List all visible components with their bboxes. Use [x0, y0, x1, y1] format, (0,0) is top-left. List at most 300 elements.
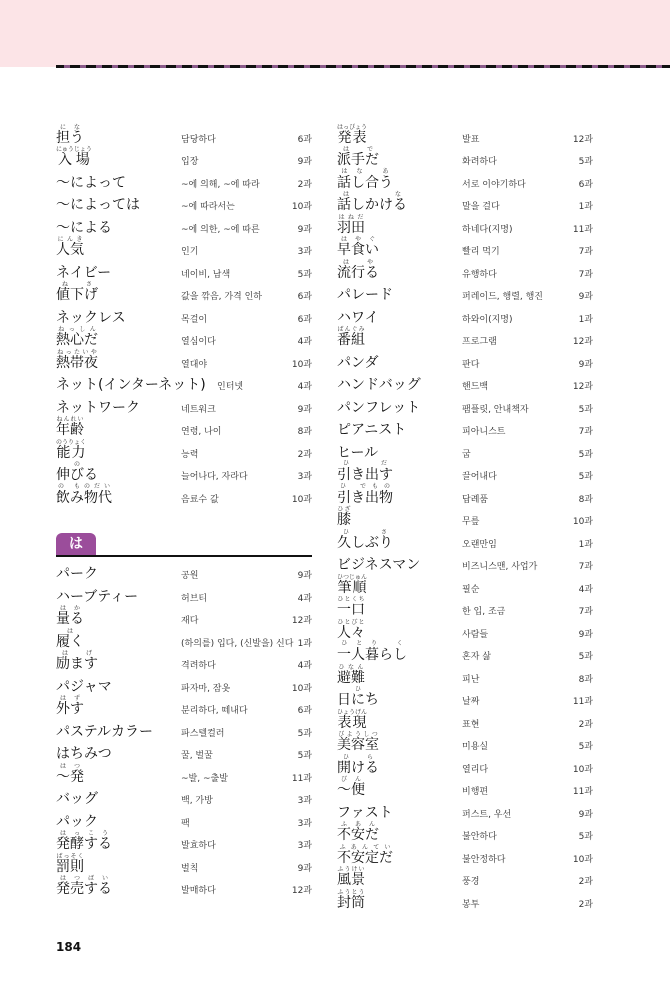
furigana: びん — [337, 776, 365, 783]
korean-meaning: 유행하다 — [462, 269, 497, 280]
vocab-list-ha — [56, 563, 312, 901]
japanese-word: ピアニスト — [337, 422, 407, 438]
japanese-word: パレード — [337, 287, 393, 303]
lesson-number: 5과 — [578, 832, 593, 842]
japanese-word: 引き出物ひ でもの — [337, 482, 393, 506]
lesson-number: 5과 — [578, 472, 593, 482]
lesson-number: 1과 — [578, 314, 593, 325]
japanese-word: 人気にんき — [56, 236, 84, 258]
furigana: ねっしん — [56, 326, 98, 333]
vocab-entry — [337, 258, 593, 284]
korean-meaning: 풍경 — [462, 877, 480, 887]
japanese-word: ネイビー — [56, 264, 112, 281]
lesson-number: 10과 — [291, 359, 312, 370]
lesson-number: 5과 — [297, 751, 312, 761]
japanese-word: 派手だはで — [337, 146, 379, 168]
lesson-number: 11과 — [572, 224, 593, 235]
lesson-number: 4과 — [578, 584, 593, 595]
lesson-number: 11과 — [291, 773, 312, 784]
furigana: はやぐ — [337, 236, 379, 243]
lesson-number: 8과 — [297, 427, 312, 437]
japanese-word: 熱心だねっしん — [56, 326, 98, 348]
lesson-number: 9과 — [297, 157, 312, 167]
furigana: の ものだい — [56, 482, 112, 490]
vocab-entry — [56, 720, 312, 743]
furigana: ひら — [337, 753, 379, 761]
korean-meaning: 피아니스트 — [462, 427, 506, 437]
korean-meaning: 파스텔컬러 — [181, 728, 225, 739]
lesson-number: 9과 — [297, 224, 312, 235]
furigana: びようしつ — [337, 731, 379, 738]
korean-meaning: 하네다(지명) — [462, 224, 513, 235]
korean-meaning: 인터넷 — [217, 382, 244, 392]
japanese-word: ビジネスマン — [337, 557, 421, 573]
japanese-word: 避難ひなん — [337, 663, 365, 686]
furigana: ひつじゅん — [337, 573, 368, 581]
vocab-entry — [56, 695, 312, 721]
lesson-number: 12과 — [572, 134, 593, 145]
lesson-number: 10과 — [291, 494, 312, 505]
korean-meaning: 값을 깎음, 가격 인하 — [181, 292, 262, 302]
korean-meaning: 프로그램 — [462, 337, 497, 347]
vocab-entry — [337, 776, 593, 802]
vocab-entry — [56, 236, 312, 262]
korean-meaning: ~발, ~출발 — [181, 773, 228, 784]
japanese-word: はちみつ — [56, 746, 112, 762]
vocab-entry — [56, 171, 312, 194]
japanese-word: 値下げねさ — [56, 281, 98, 303]
lesson-number: 2과 — [578, 899, 593, 910]
lesson-number: 9과 — [578, 359, 593, 370]
vocab-entry — [337, 482, 593, 509]
lesson-number: 5과 — [297, 728, 312, 739]
lesson-number: 12과 — [572, 337, 593, 347]
lesson-number: 8과 — [578, 494, 593, 505]
lesson-number: 3과 — [297, 796, 312, 806]
vocab-entry — [56, 482, 312, 509]
korean-meaning: 늘어나다, 자라다 — [181, 472, 248, 482]
lesson-number: 9과 — [578, 809, 593, 820]
lesson-number: 10과 — [572, 764, 593, 775]
right-column — [337, 123, 593, 914]
furigana: ひ — [337, 686, 379, 693]
lesson-number: 10과 — [291, 683, 312, 694]
japanese-word: 開けるひら — [337, 753, 379, 776]
furigana: ひざ — [337, 506, 351, 513]
lesson-number: 6과 — [297, 314, 312, 325]
lesson-number: 6과 — [297, 706, 312, 716]
korean-meaning: 인기 — [181, 247, 199, 257]
japanese-word: 担うにな — [56, 123, 84, 146]
vocab-entry — [337, 753, 593, 779]
lesson-number: 5과 — [578, 404, 593, 415]
lesson-number: 6과 — [578, 179, 593, 190]
japanese-word: 久しぶりひさ — [337, 528, 393, 551]
vocab-entry — [56, 743, 312, 766]
vocab-entry — [56, 216, 312, 239]
japanese-word: 励ますはげ — [56, 650, 98, 672]
japanese-word: 発酵するはっこう — [56, 830, 112, 852]
lesson-number: 2과 — [578, 877, 593, 887]
japanese-word: ～による — [56, 219, 112, 236]
korean-meaning: 음료수 값 — [181, 494, 219, 505]
japanese-word: 罰則ばっそく — [56, 852, 84, 875]
japanese-word: ハンドバッグ — [337, 377, 421, 393]
vocab-entry — [56, 605, 312, 631]
korean-meaning: 발효하다 — [181, 841, 216, 851]
header-band — [0, 0, 670, 67]
korean-meaning: 판다 — [462, 359, 480, 370]
furigana: ひとびと — [337, 618, 365, 626]
japanese-word: 膝ひざ — [337, 506, 351, 528]
furigana: ねんれい — [56, 416, 84, 423]
vocab-entry — [337, 374, 593, 397]
korean-meaning: 답례품 — [462, 494, 489, 505]
japanese-word: 発売するはつばい — [56, 875, 112, 897]
korean-meaning: 오랜만임 — [462, 539, 497, 550]
japanese-word: ～によって — [56, 174, 126, 191]
japanese-word: ネットワーク — [56, 399, 140, 416]
section-header-ha — [56, 523, 312, 557]
vocab-entry — [337, 306, 593, 329]
korean-meaning: 필순 — [462, 584, 480, 595]
japanese-word: 引き出すひ だ — [337, 460, 393, 483]
japanese-word: 人々ひとびと — [337, 618, 365, 641]
furigana: はげ — [56, 650, 98, 657]
korean-meaning: 네트워크 — [181, 404, 216, 415]
furigana: ひょうげん — [337, 708, 368, 716]
korean-meaning: 허브티 — [181, 593, 208, 604]
vocab-entry — [56, 123, 312, 149]
furigana: ひとくち — [337, 596, 365, 603]
lesson-number: 11과 — [572, 697, 593, 707]
furigana: ねったいや — [56, 348, 98, 356]
furigana: はや — [337, 258, 379, 266]
japanese-word: パンダ — [337, 354, 379, 371]
korean-meaning: 핸드백 — [462, 382, 489, 392]
vocab-entry — [337, 419, 593, 442]
lesson-number: 1과 — [297, 638, 312, 649]
lesson-number: 3과 — [297, 841, 312, 851]
vocab-entry — [56, 348, 312, 374]
vocab-entry — [337, 686, 593, 712]
korean-meaning: 봉투 — [462, 899, 480, 910]
japanese-word: パンフレット — [337, 399, 421, 416]
japanese-word: 能力のうりょく — [56, 438, 87, 461]
korean-meaning: 목걸이 — [181, 314, 208, 325]
korean-meaning: 담당하다 — [181, 134, 216, 145]
korean-meaning: 한 입, 조금 — [462, 607, 506, 617]
korean-meaning: 네이비, 남색 — [181, 269, 231, 280]
vocab-entry — [337, 573, 593, 599]
lesson-number: 5과 — [578, 742, 593, 752]
vocab-entry — [56, 416, 312, 442]
furigana: はか — [56, 605, 84, 612]
furigana: ふあんてい — [337, 843, 393, 851]
vocab-entry — [337, 351, 593, 374]
lesson-number: 7과 — [578, 562, 593, 572]
korean-meaning: 빨리 먹기 — [462, 247, 500, 257]
page-number: 184 — [56, 940, 82, 954]
korean-meaning: 끌어내다 — [462, 472, 497, 482]
lesson-number: 2과 — [297, 179, 312, 190]
korean-meaning: ~에 의한, ~에 따른 — [181, 224, 260, 235]
vocab-list-right — [337, 123, 593, 914]
furigana: はず — [56, 695, 84, 702]
lesson-number: 3과 — [297, 247, 312, 257]
section-tab: は — [56, 533, 96, 555]
japanese-word: 履くは — [56, 627, 84, 650]
korean-meaning: 열리다 — [462, 764, 489, 775]
vocab-entry — [56, 875, 312, 901]
furigana: ひなん — [337, 663, 365, 671]
lesson-number: 1과 — [578, 202, 593, 212]
korean-meaning: 표현 — [462, 719, 480, 730]
furigana: にんき — [56, 236, 84, 243]
lesson-number: 9과 — [297, 404, 312, 415]
japanese-word: ファスト — [337, 804, 393, 821]
japanese-word: 封筒ふうとう — [337, 888, 365, 911]
japanese-word: 量るはか — [56, 605, 84, 627]
lesson-number: 8과 — [578, 674, 593, 685]
vocab-entry — [337, 843, 593, 869]
vocab-entry — [337, 326, 593, 352]
lesson-number: 4과 — [297, 661, 312, 671]
korean-meaning: 비즈니스맨, 사업가 — [462, 562, 538, 572]
korean-meaning: ~에 의해, ~에 따라 — [181, 179, 260, 190]
lesson-number: 5과 — [578, 652, 593, 662]
lesson-number: 5과 — [578, 449, 593, 460]
japanese-word: 一人暮らしひとり く — [337, 640, 407, 663]
lesson-number: 3과 — [297, 472, 312, 482]
vocab-entry — [56, 146, 312, 172]
korean-meaning: ~에 따라서는 — [181, 202, 235, 212]
lesson-number: 2과 — [578, 719, 593, 730]
japanese-word: 風景ふうけい — [337, 866, 365, 888]
korean-meaning: 분리하다, 떼내다 — [181, 706, 248, 716]
lesson-number: 10과 — [572, 517, 593, 527]
lesson-number: 4과 — [297, 337, 312, 347]
lesson-number: 9과 — [578, 292, 593, 302]
lesson-number: 12과 — [291, 886, 312, 896]
japanese-word: 番組ばんぐみ — [337, 326, 365, 348]
korean-meaning: 무릎 — [462, 517, 480, 527]
japanese-word: バッグ — [56, 791, 98, 807]
lesson-number: 2과 — [297, 449, 312, 460]
furigana: のうりょく — [56, 438, 87, 446]
lesson-number: 5과 — [578, 157, 593, 167]
japanese-word: ～発はつ — [56, 762, 84, 785]
korean-meaning: 팸플릿, 안내책자 — [462, 404, 529, 415]
lesson-number: 9과 — [578, 629, 593, 640]
japanese-word: 年齢ねんれい — [56, 416, 84, 438]
korean-meaning: 공원 — [181, 571, 199, 581]
japanese-word: 日にちひ — [337, 686, 379, 708]
vocab-entry — [56, 194, 312, 217]
japanese-word: 伸びるの — [56, 461, 98, 483]
vocab-entry — [337, 866, 593, 892]
lesson-number: 7과 — [578, 607, 593, 617]
furigana: ひとり く — [337, 640, 407, 647]
japanese-word: 話しかけるはな — [337, 191, 407, 213]
korean-meaning: 열대야 — [181, 359, 208, 370]
korean-meaning: 비행편 — [462, 787, 489, 797]
lesson-number: 7과 — [578, 247, 593, 257]
japanese-word: ～によっては — [56, 197, 140, 213]
furigana: ねさ — [56, 281, 98, 288]
korean-meaning: 피난 — [462, 674, 480, 685]
japanese-word: 話し合うはな あ — [337, 167, 393, 191]
korean-meaning: 팩 — [181, 818, 190, 829]
japanese-word: 早食いはやぐ — [337, 236, 379, 258]
vocab-entry — [56, 585, 312, 608]
vocab-entry — [337, 596, 593, 622]
lesson-number: 5과 — [297, 269, 312, 280]
japanese-word: 流行るはや — [337, 258, 379, 281]
korean-meaning: 연령, 나이 — [181, 427, 222, 437]
furigana: ふうけい — [337, 866, 365, 873]
japanese-word: パジャマ — [56, 678, 112, 695]
korean-meaning: 퍼스트, 우선 — [462, 809, 512, 820]
korean-meaning: 파자마, 잠옷 — [181, 683, 231, 694]
furigana: ひ でもの — [337, 482, 393, 490]
japanese-word: ヒール — [337, 444, 379, 461]
furigana: はっこう — [56, 830, 112, 837]
lesson-number: 10과 — [572, 854, 593, 865]
furigana: ひさ — [337, 528, 393, 536]
korean-meaning: 하와이(지명) — [462, 314, 513, 325]
japanese-word: パステルカラー — [56, 723, 154, 740]
furigana: はつ — [56, 762, 84, 770]
furigana: ふうとう — [337, 888, 365, 896]
korean-meaning: 말을 걸다 — [462, 202, 500, 212]
vocab-list-top — [56, 123, 312, 509]
lesson-number: 6과 — [297, 134, 312, 145]
vocab-entry — [56, 788, 312, 811]
furigana: はつばい — [56, 875, 112, 882]
korean-meaning: 꿀, 벌꿀 — [181, 751, 213, 761]
vocab-entry — [56, 563, 312, 586]
korean-meaning: 격려하다 — [181, 661, 216, 671]
lesson-number: 10과 — [291, 202, 312, 212]
lesson-number: 3과 — [297, 818, 312, 829]
lesson-number: 7과 — [578, 269, 593, 280]
header-dashed-divider — [56, 65, 670, 68]
japanese-word: ネット(インターネット) — [56, 377, 206, 393]
furigana: ふあん — [337, 821, 379, 828]
japanese-word: 入場にゅうじょう — [56, 146, 92, 168]
korean-meaning: 열심이다 — [181, 337, 216, 347]
japanese-word: 筆順ひつじゅん — [337, 573, 368, 596]
japanese-word: ハワイ — [337, 309, 379, 326]
korean-meaning: 발매하다 — [181, 886, 216, 896]
furigana: はっぴょう — [337, 123, 368, 131]
section-underline — [56, 555, 312, 557]
korean-meaning: 퍼레이드, 행렬, 행진 — [462, 292, 543, 302]
furigana: ばっそく — [56, 852, 84, 860]
vocab-entry — [56, 650, 312, 676]
japanese-word: 一口ひとくち — [337, 596, 365, 618]
furigana: は — [56, 627, 84, 635]
vocab-entry — [337, 640, 593, 667]
furigana: はねだ — [337, 213, 365, 221]
korean-meaning: 혼자 삶 — [462, 652, 491, 662]
korean-meaning: 재다 — [181, 616, 199, 626]
vocab-entry — [56, 675, 312, 698]
korean-meaning: 미용실 — [462, 742, 489, 752]
vocab-entry — [56, 762, 312, 788]
japanese-word: 羽田はねだ — [337, 213, 365, 236]
furigana: にゅうじょう — [56, 146, 92, 153]
furigana: はで — [337, 146, 379, 153]
japanese-word: 飲み物代の ものだい — [56, 482, 112, 506]
japanese-word: ハーブティー — [56, 588, 139, 605]
lesson-number: 7과 — [578, 427, 593, 437]
lesson-number: 4과 — [297, 382, 312, 392]
japanese-word: ～便びん — [337, 776, 365, 798]
lesson-number: 11과 — [572, 787, 593, 797]
korean-meaning: 능력 — [181, 449, 199, 460]
left-column — [56, 123, 312, 900]
japanese-word: 発表はっぴょう — [337, 123, 368, 146]
korean-meaning: 굽 — [462, 449, 471, 460]
korean-meaning: (하의를) 입다, (신발을) 신다 — [181, 638, 294, 649]
japanese-word: 美容室びようしつ — [337, 731, 379, 753]
lesson-number: 12과 — [291, 616, 312, 626]
vocab-entry — [56, 374, 312, 397]
lesson-number: 12과 — [572, 382, 593, 392]
korean-meaning: 입장 — [181, 157, 199, 167]
korean-meaning: 날짜 — [462, 697, 480, 707]
vocab-entry — [56, 396, 312, 419]
lesson-number: 6과 — [297, 292, 312, 302]
vocab-entry — [337, 528, 593, 554]
vocab-entry — [337, 396, 593, 419]
japanese-word: パック — [56, 813, 98, 830]
lesson-number: 9과 — [297, 863, 312, 874]
korean-meaning: 화려하다 — [462, 157, 497, 167]
japanese-word: 不安だふあん — [337, 821, 379, 843]
japanese-word: パーク — [56, 566, 98, 582]
korean-meaning: 사람들 — [462, 629, 489, 640]
furigana: はな — [337, 191, 407, 198]
vocab-entry — [337, 554, 593, 577]
korean-meaning: 불안하다 — [462, 832, 497, 842]
japanese-word: 外すはず — [56, 695, 84, 717]
furigana: の — [56, 461, 98, 468]
vocab-entry — [56, 830, 312, 856]
korean-meaning: 발표 — [462, 134, 480, 145]
korean-meaning: 불안정하다 — [462, 854, 506, 865]
japanese-word: ネックレス — [56, 309, 126, 326]
korean-meaning: 백, 가방 — [181, 796, 213, 806]
vocab-entry — [337, 191, 593, 217]
vocab-entry — [56, 281, 312, 307]
japanese-word: 熱帯夜ねったいや — [56, 348, 98, 371]
furigana: ばんぐみ — [337, 326, 365, 333]
lesson-number: 9과 — [297, 571, 312, 581]
vocab-entry — [337, 888, 593, 914]
japanese-word: 不安定だふあんてい — [337, 843, 393, 866]
vocab-entry — [337, 284, 593, 307]
korean-meaning: 서로 이야기하다 — [462, 179, 526, 190]
furigana: ひ だ — [337, 460, 393, 467]
furigana: はな あ — [337, 167, 393, 175]
lesson-number: 1과 — [578, 539, 593, 550]
korean-meaning: 벌칙 — [181, 863, 199, 874]
lesson-number: 4과 — [297, 593, 312, 604]
japanese-word: 表現ひょうげん — [337, 708, 368, 731]
